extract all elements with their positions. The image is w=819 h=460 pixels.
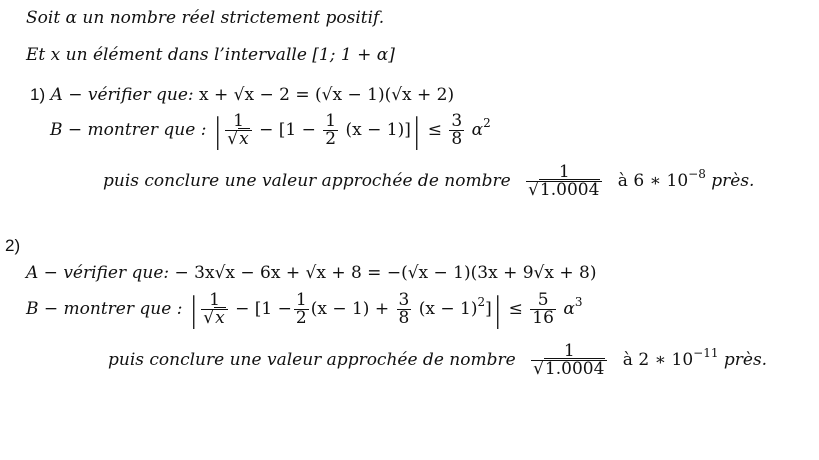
pres-word: près.	[711, 171, 755, 191]
part2-A	[26, 262, 596, 284]
tail-expression: (x − 1)]	[345, 120, 411, 140]
tail-expression: (x − 1)	[418, 299, 478, 319]
part1-B-label: B − montrer que :	[50, 120, 207, 140]
precision-exponent: −11	[693, 346, 719, 360]
alpha-symbol: α	[563, 299, 575, 319]
leq-symbol: ≤	[508, 299, 523, 319]
part2-number: 2)	[5, 236, 21, 255]
part1-number: 1)	[30, 85, 46, 104]
part2-A-label: A − vérifier que:	[26, 263, 170, 283]
alpha-exponent: 2	[483, 116, 491, 130]
precision: à 6 ∗ 10	[617, 171, 689, 191]
part2-conclude	[108, 337, 767, 383]
part1-A-label: A − vérifier que:	[50, 85, 194, 105]
abs-bar-left: |	[214, 110, 221, 151]
fraction-three-eighths: $\frac{3}{8}$	[451, 111, 463, 149]
part1-conclude	[103, 158, 754, 204]
precision-exponent: −8	[688, 167, 706, 181]
fraction-one-half: $\frac{1}{2}$	[325, 111, 337, 149]
part2-B	[26, 286, 582, 332]
precision: à 2 ∗ 10	[622, 350, 694, 370]
part2-B-label: B − montrer que :	[26, 299, 183, 319]
close-bracket: ]	[485, 299, 492, 319]
abs-bar-right: |	[494, 289, 501, 330]
fraction-one-over-sqrt-x: $\frac{1}{√x}$	[225, 113, 251, 148]
alpha-exponent: 3	[574, 295, 583, 309]
fraction-three-eighths: $\frac{3}{8}$	[398, 290, 410, 328]
part1-A	[30, 84, 454, 106]
bracket-expression: − [1 −	[235, 299, 292, 319]
part2-conclude-text: puis conclure une valeur approchée de nombre	[108, 350, 516, 370]
bracket-expression: − [1 −	[259, 120, 316, 140]
intro-line-2: Et x un élément dans l’intervalle [1; 1 + α]	[26, 45, 395, 65]
abs-bar-right: |	[413, 110, 420, 151]
fraction-one-over-sqrt-x: $\frac{1}{√x}$	[201, 292, 227, 327]
pres-word: près.	[723, 350, 768, 370]
middle-expression: (x − 1) +	[310, 299, 390, 319]
abs-bar-left: |	[190, 289, 197, 330]
fraction-one-over-sqrt: $\frac{1}{√1.0004}$	[531, 343, 607, 378]
part1-B	[50, 108, 491, 152]
fraction-five-sixteenths: $\frac{5}{16}$	[532, 290, 554, 328]
tail-exponent: 2	[477, 295, 486, 309]
leq-symbol: ≤	[427, 120, 443, 140]
part1-A-equation: x + √x − 2 = (√x − 1)(√x + 2)	[199, 85, 455, 105]
fraction-one-over-sqrt: $\frac{1}{√1.0004}$	[526, 164, 602, 199]
alpha-symbol: α	[471, 120, 484, 140]
intro-line-1: Soit α un nombre réel strictement positif.	[26, 8, 385, 28]
fraction-one-half: $\frac{1}{2}$	[295, 290, 307, 328]
part1-conclude-text: puis conclure une valeur approchée de nombre	[103, 171, 511, 191]
part2-A-equation: − 3x√x − 6x + √x + 8 = −(√x − 1)(3x + 9√x + 8)	[174, 263, 597, 283]
